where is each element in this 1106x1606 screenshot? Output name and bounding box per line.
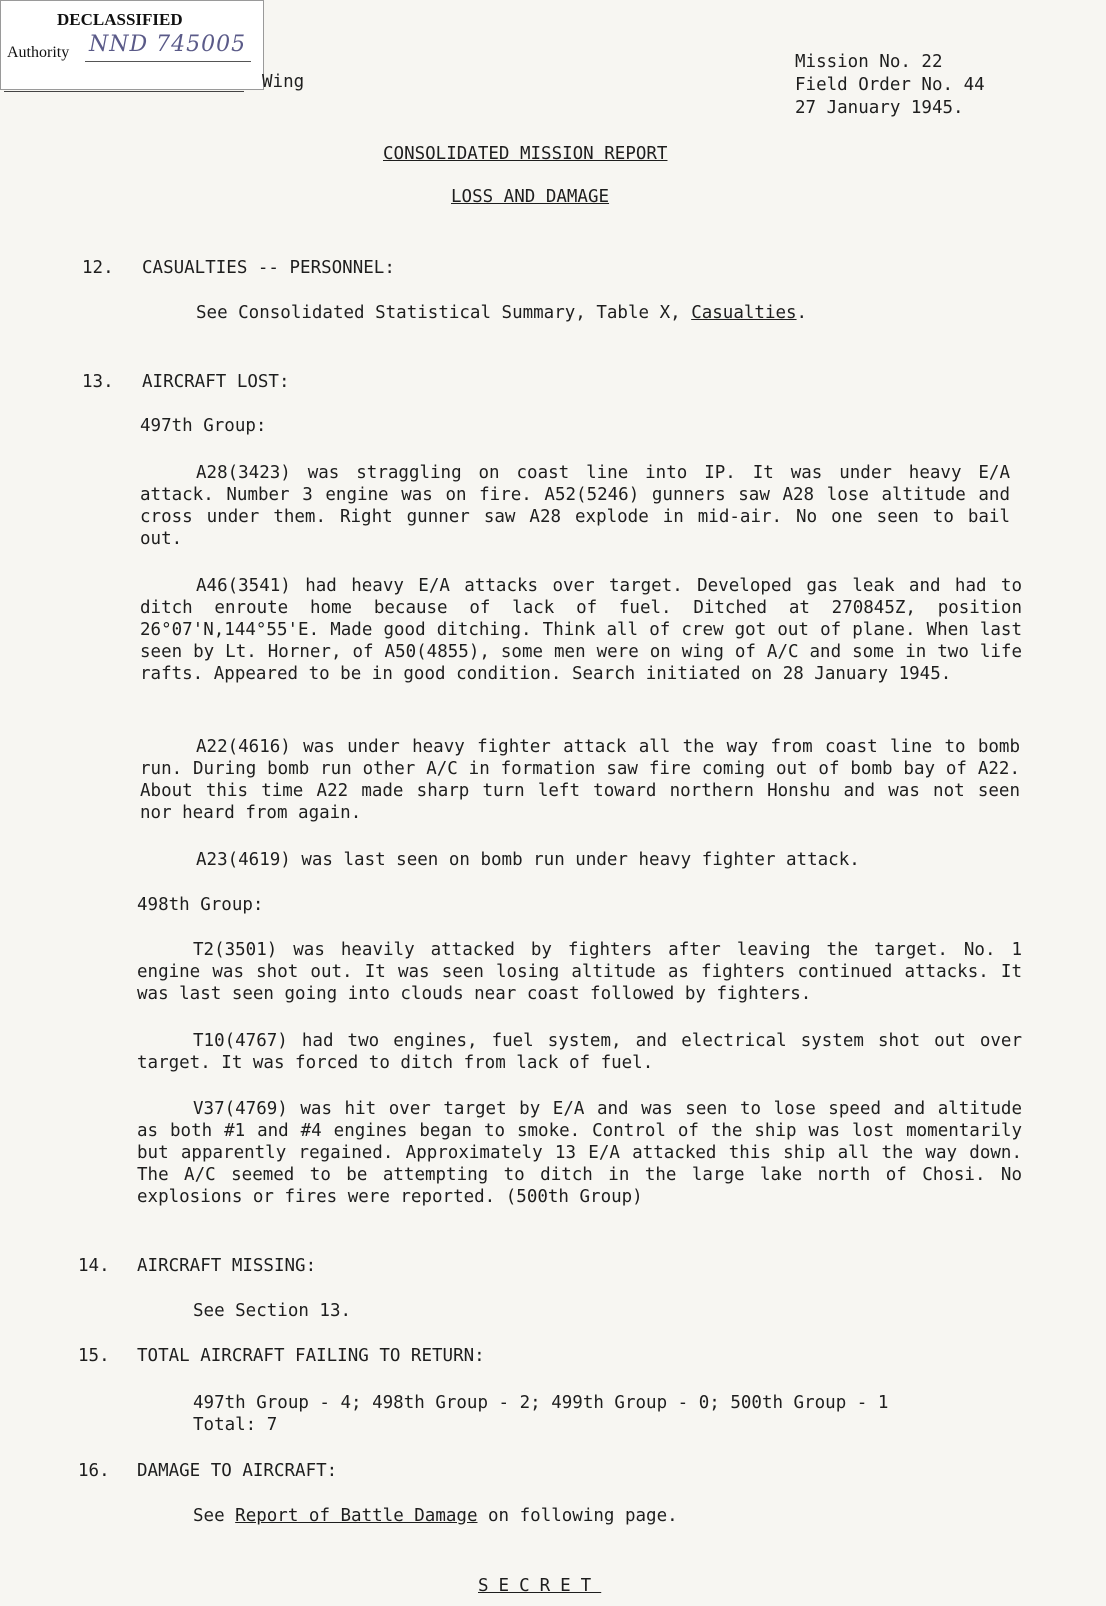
report-title: CONSOLIDATED MISSION REPORT xyxy=(383,144,668,164)
declassified-stamp xyxy=(0,0,264,90)
report-date: 27 January 1945. xyxy=(795,98,964,118)
section-16-text-suffix: on following page. xyxy=(477,1506,678,1526)
header-rule xyxy=(4,91,244,92)
casualties-reference: Casualties xyxy=(691,303,797,323)
section-16-text-prefix: See xyxy=(193,1506,236,1526)
paragraph-a28: A28(3423) was straggling on coast line into IP. It was under heavy E/A attack. Number 3 engine was on fire. A52(5246) gunners saw A28 lose altitude and cross under them. Right gunner saw A28 explode in mid-air. No one seen to bail out. xyxy=(140,463,1010,549)
paragraph-t10: T10(4767) had two engines, fuel system, and electrical system shot out over target. It was forced to ditch from lack of fuel. xyxy=(137,1031,1022,1073)
field-order-number: Field Order No. 44 xyxy=(795,75,985,95)
paragraph-v37: V37(4769) was hit over target by E/A and was seen to lose speed and altitude as both #1 and #4 engines began to smoke. Control of the ship was lost momentarily but apparently regained. Approximately 13 E/A attacked this ship all the way down. The A/C seemed to be attempting to ditch in the large lake north of Chosi. No explosions or fires were reported. (500th Group) xyxy=(137,1099,1022,1207)
failing-to-return-by-group: 497th Group - 4; 498th Group - 2; 499th Group - 0; 500th Group - 1 xyxy=(193,1393,889,1413)
failing-to-return-total: Total: 7 xyxy=(193,1415,278,1435)
paragraph-t2: T2(3501) was heavily attacked by fighters after leaving the target. No. 1 engine was shot out. It was seen losing altitude as fighters continued attacks. It was last seen going into clouds near coast followed by fighters. xyxy=(137,940,1022,1004)
classification-marking: SECRET xyxy=(478,1576,602,1596)
stamp-heading: DECLASSIFIED xyxy=(57,10,183,29)
section-16-number: 16. xyxy=(78,1461,110,1481)
paragraph-a22: A22(4616) was under heavy fighter attack all the way from coast line to bomb run. During bomb run other A/C in formation saw fire coming out of bomb bay of A22. About this time A22 made sharp turn left toward northern Honshu and was not seen nor heard from again. xyxy=(140,737,1020,823)
stamp-authority-label: Authority xyxy=(7,44,70,61)
section-14-text: See Section 13. xyxy=(193,1301,352,1321)
section-13-heading: AIRCRAFT LOST: xyxy=(142,372,290,392)
stamp-signature-line xyxy=(85,61,251,62)
section-12-text-suffix: . xyxy=(796,303,808,323)
section-14-number: 14. xyxy=(78,1256,110,1276)
section-16-text xyxy=(193,1505,678,1527)
group-498-heading: 498th Group: xyxy=(137,895,264,915)
section-12-text xyxy=(196,302,807,324)
section-13-number: 13. xyxy=(82,372,114,392)
section-12-number: 12. xyxy=(82,258,114,278)
section-12-text-prefix: See Consolidated Statistical Summary, Table X, xyxy=(196,303,692,323)
mission-number: Mission No. 22 xyxy=(795,52,943,72)
section-16-heading: DAMAGE TO AIRCRAFT: xyxy=(137,1461,338,1481)
unit-name: Wing xyxy=(262,72,305,92)
group-497-heading: 497th Group: xyxy=(140,416,267,436)
section-12-heading: CASUALTIES -- PERSONNEL: xyxy=(142,258,395,278)
section-15-number: 15. xyxy=(78,1346,110,1366)
section-14-heading: AIRCRAFT MISSING: xyxy=(137,1256,317,1276)
report-subtitle: LOSS AND DAMAGE xyxy=(451,187,610,207)
paragraph-a46: A46(3541) had heavy E/A attacks over target. Developed gas leak and had to ditch enroute home because of lack of fuel. Ditched at 270845Z, position 26°07'N,144°55'E. Made good ditching. Think all of crew got out of plane. When last seen by Lt. Horner, of A50(4855), some men were on wing of A/C and some in two life rafts. Appeared to be in good condition. Search initiated on 28 January 1945. xyxy=(140,576,1022,684)
stamp-authority-value: NND 745005 xyxy=(89,32,247,57)
battle-damage-reference: Report of Battle Damage xyxy=(235,1506,478,1526)
section-15-heading: TOTAL AIRCRAFT FAILING TO RETURN: xyxy=(137,1346,485,1366)
paragraph-a23: A23(4619) was last seen on bomb run under heavy fighter attack. xyxy=(196,850,860,870)
